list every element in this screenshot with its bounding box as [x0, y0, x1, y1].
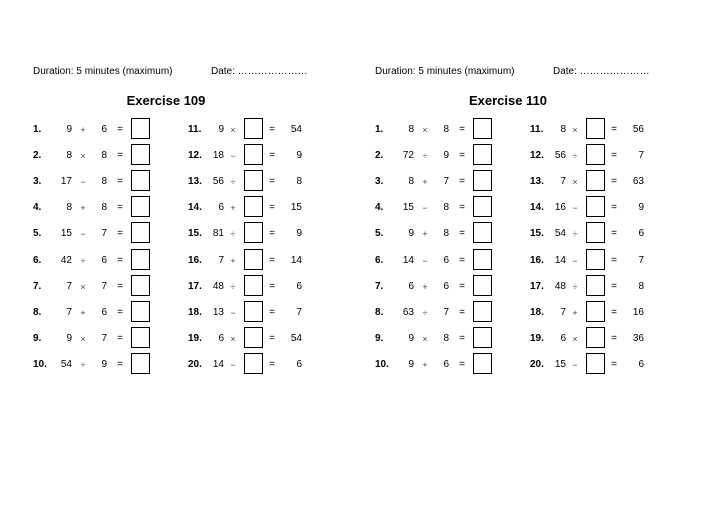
- operand-b: 8: [101, 176, 107, 188]
- problem-number: 2.: [375, 150, 384, 162]
- date-label: Date: …………………: [553, 66, 650, 77]
- operand-b: 6: [443, 280, 449, 292]
- problem-row: [33, 271, 193, 297]
- operator: ×: [422, 333, 428, 344]
- operand-a: 15: [402, 202, 414, 214]
- operator: −: [80, 229, 86, 240]
- operand-a: 16: [554, 202, 566, 214]
- operator: −: [572, 255, 578, 266]
- operand-b: 7: [101, 332, 107, 344]
- operator: ÷: [572, 229, 578, 240]
- operator: ×: [80, 151, 86, 162]
- problem-row: [33, 114, 193, 140]
- operator: +: [80, 125, 86, 135]
- problem-row: [528, 192, 688, 218]
- operator: +: [230, 203, 236, 214]
- operand-a: 7: [218, 254, 224, 266]
- result-value: 7: [296, 306, 302, 318]
- equals-sign: =: [269, 332, 275, 344]
- result-value: 8: [638, 280, 644, 292]
- problem-row: [186, 323, 346, 349]
- operator: +: [422, 229, 428, 240]
- equals-sign: =: [459, 280, 465, 292]
- operand-a: 6: [408, 280, 414, 292]
- answer-box[interactable]: [473, 249, 492, 270]
- equals-sign: =: [459, 124, 465, 135]
- operand-a: 8: [66, 202, 72, 214]
- operator: ÷: [572, 281, 578, 292]
- operand-a: 63: [402, 306, 414, 318]
- operand-a: 8: [408, 176, 414, 188]
- equals-sign: =: [611, 254, 617, 266]
- operator: ×: [572, 177, 578, 188]
- problem-row: [186, 245, 346, 271]
- operand-a: 7: [560, 176, 566, 188]
- operator: ÷: [422, 151, 428, 162]
- equals-sign: =: [611, 176, 617, 188]
- problem-row: [375, 140, 535, 166]
- result-value: 6: [296, 280, 302, 292]
- problem-row: [33, 297, 193, 323]
- problem-number: 18.: [530, 306, 544, 318]
- equals-sign: =: [117, 280, 123, 292]
- operand-a: 48: [554, 280, 566, 292]
- operator: ÷: [230, 177, 236, 188]
- equals-sign: =: [269, 202, 275, 214]
- problem-row: [186, 349, 346, 375]
- answer-box[interactable]: [473, 222, 492, 243]
- operand-b: 8: [101, 202, 107, 214]
- operator: ×: [80, 281, 86, 292]
- operator: ×: [572, 125, 578, 135]
- operator: −: [572, 203, 578, 214]
- operator: ÷: [230, 229, 236, 240]
- problem-row: [375, 114, 535, 140]
- problem-number: 16.: [530, 254, 544, 266]
- problem-row: [528, 323, 688, 349]
- operand-a: 8: [560, 124, 566, 135]
- operator: −: [230, 359, 236, 370]
- problem-row: [528, 166, 688, 192]
- problem-row: [528, 140, 688, 166]
- problem-row: [33, 323, 193, 349]
- result-value: 63: [632, 176, 644, 188]
- operator: +: [80, 203, 86, 214]
- operand-a: 54: [60, 358, 72, 370]
- result-value: 54: [290, 332, 302, 344]
- operator: ÷: [422, 307, 428, 318]
- operand-a: 17: [60, 176, 72, 188]
- problem-number: 20.: [530, 358, 544, 370]
- problem-row: [528, 114, 688, 140]
- problem-row: [33, 140, 193, 166]
- answer-box[interactable]: [473, 144, 492, 165]
- result-value: 15: [290, 202, 302, 214]
- operand-a: 7: [66, 306, 72, 318]
- answer-box[interactable]: [244, 170, 263, 191]
- answer-box[interactable]: [244, 249, 263, 270]
- problem-number: 12.: [530, 150, 544, 162]
- operand-b: 8: [443, 228, 449, 240]
- operator: ÷: [572, 151, 578, 162]
- answer-box[interactable]: [586, 275, 605, 296]
- duration-label: Duration: 5 minutes (maximum): [375, 66, 515, 77]
- operand-a: 15: [554, 358, 566, 370]
- equals-sign: =: [269, 150, 275, 162]
- operand-a: 6: [560, 332, 566, 344]
- problem-number: 7.: [33, 280, 42, 292]
- result-value: 9: [296, 228, 302, 240]
- answer-box[interactable]: [131, 301, 150, 322]
- operator: −: [80, 177, 86, 188]
- operator: ÷: [230, 281, 236, 292]
- problem-row: [186, 218, 346, 244]
- answer-box[interactable]: [244, 327, 263, 348]
- operand-b: 8: [443, 124, 449, 135]
- answer-box[interactable]: [131, 170, 150, 191]
- problem-row: [186, 140, 346, 166]
- operand-b: 7: [101, 228, 107, 240]
- problem-number: 10.: [33, 358, 47, 370]
- problem-number: 5.: [375, 228, 384, 240]
- problem-number: 1.: [33, 124, 42, 135]
- equals-sign: =: [269, 254, 275, 266]
- problem-number: 3.: [33, 176, 42, 188]
- operand-a: 56: [212, 176, 224, 188]
- result-value: 54: [290, 124, 302, 135]
- answer-box[interactable]: [586, 196, 605, 217]
- operator: +: [422, 359, 428, 370]
- problem-number: 15.: [188, 228, 202, 240]
- problem-number: 2.: [33, 150, 42, 162]
- operand-b: 6: [101, 306, 107, 318]
- equals-sign: =: [459, 332, 465, 344]
- problem-number: 5.: [33, 228, 42, 240]
- problem-number: 6.: [375, 254, 384, 266]
- equals-sign: =: [117, 124, 123, 135]
- equals-sign: =: [611, 306, 617, 318]
- problem-number: 8.: [375, 306, 384, 318]
- answer-box[interactable]: [586, 222, 605, 243]
- problem-number: 9.: [375, 332, 384, 344]
- operator: ×: [230, 125, 236, 135]
- problem-number: 15.: [530, 228, 544, 240]
- problem-row: [33, 245, 193, 271]
- problem-row: [528, 271, 688, 297]
- operand-b: 6: [443, 254, 449, 266]
- problem-row: [33, 349, 193, 375]
- equals-sign: =: [269, 176, 275, 188]
- answer-box[interactable]: [131, 275, 150, 296]
- equals-sign: =: [117, 254, 123, 266]
- equals-sign: =: [117, 228, 123, 240]
- answer-box[interactable]: [586, 301, 605, 322]
- problem-number: 16.: [188, 254, 202, 266]
- answer-box[interactable]: [473, 353, 492, 374]
- answer-box[interactable]: [586, 353, 605, 374]
- equals-sign: =: [117, 202, 123, 214]
- problem-number: 11.: [188, 124, 202, 135]
- problem-number: 17.: [530, 280, 544, 292]
- problem-number: 13.: [530, 176, 544, 188]
- answer-box[interactable]: [131, 222, 150, 243]
- problem-number: 19.: [188, 332, 202, 344]
- equals-sign: =: [611, 358, 617, 370]
- operator: −: [230, 151, 236, 162]
- answer-box[interactable]: [244, 353, 263, 374]
- operator: ×: [422, 125, 428, 135]
- answer-box[interactable]: [244, 301, 263, 322]
- operator: ÷: [80, 255, 86, 266]
- problem-row: [186, 271, 346, 297]
- equals-sign: =: [459, 254, 465, 266]
- date-label: Date: …………………: [211, 66, 308, 77]
- problem-number: 10.: [375, 358, 389, 370]
- answer-box[interactable]: [473, 170, 492, 191]
- operand-a: 9: [66, 332, 72, 344]
- operand-a: 14: [212, 358, 224, 370]
- operand-b: 8: [443, 332, 449, 344]
- answer-box[interactable]: [473, 301, 492, 322]
- operator: −: [230, 307, 236, 318]
- equals-sign: =: [117, 176, 123, 188]
- exercise-title: Exercise 110: [468, 93, 548, 108]
- equals-sign: =: [269, 280, 275, 292]
- answer-box[interactable]: [586, 249, 605, 270]
- equals-sign: =: [459, 306, 465, 318]
- result-value: 8: [296, 176, 302, 188]
- problem-number: 19.: [530, 332, 544, 344]
- operand-a: 72: [402, 150, 414, 162]
- operand-a: 8: [408, 124, 414, 135]
- equals-sign: =: [459, 358, 465, 370]
- operand-b: 6: [443, 358, 449, 370]
- operator: +: [230, 255, 236, 266]
- operand-a: 9: [408, 332, 414, 344]
- operator: ×: [572, 333, 578, 344]
- problem-row: [528, 297, 688, 323]
- equals-sign: =: [611, 280, 617, 292]
- problem-row: [33, 166, 193, 192]
- operator: +: [422, 177, 428, 188]
- problem-row: [528, 349, 688, 375]
- exercise-title: Exercise 109: [126, 93, 206, 108]
- problem-row: [375, 192, 535, 218]
- answer-box[interactable]: [586, 144, 605, 165]
- operand-a: 14: [554, 254, 566, 266]
- problem-number: 13.: [188, 176, 202, 188]
- answer-box[interactable]: [586, 327, 605, 348]
- equals-sign: =: [269, 358, 275, 370]
- operand-a: 8: [66, 150, 72, 162]
- operand-a: 9: [408, 358, 414, 370]
- problem-number: 12.: [188, 150, 202, 162]
- operator: +: [80, 307, 86, 318]
- operand-a: 9: [408, 228, 414, 240]
- problem-row: [186, 114, 346, 140]
- problem-number: 14.: [188, 202, 202, 214]
- operand-b: 9: [443, 150, 449, 162]
- answer-box[interactable]: [131, 353, 150, 374]
- problem-number: 17.: [188, 280, 202, 292]
- equals-sign: =: [117, 306, 123, 318]
- operand-a: 6: [218, 202, 224, 214]
- answer-box[interactable]: [473, 196, 492, 217]
- worksheet-exercise-110: [375, 0, 715, 400]
- operator: −: [422, 203, 428, 214]
- equals-sign: =: [459, 150, 465, 162]
- operand-a: 56: [554, 150, 566, 162]
- answer-box[interactable]: [131, 118, 150, 139]
- operand-b: 8: [101, 150, 107, 162]
- operand-b: 6: [101, 254, 107, 266]
- answer-box[interactable]: [473, 327, 492, 348]
- equals-sign: =: [117, 332, 123, 344]
- answer-box[interactable]: [131, 249, 150, 270]
- duration-label: Duration: 5 minutes (maximum): [33, 66, 173, 77]
- equals-sign: =: [269, 228, 275, 240]
- problem-number: 18.: [188, 306, 202, 318]
- answer-box[interactable]: [131, 196, 150, 217]
- problem-row: [528, 218, 688, 244]
- problem-number: 3.: [375, 176, 384, 188]
- result-value: 56: [632, 124, 644, 135]
- worksheet-exercise-109: [33, 0, 373, 400]
- problem-row: [375, 297, 535, 323]
- answer-box[interactable]: [244, 118, 263, 139]
- operand-a: 9: [218, 124, 224, 135]
- problem-row: [33, 192, 193, 218]
- problem-row: [186, 192, 346, 218]
- operand-a: 48: [212, 280, 224, 292]
- answer-box[interactable]: [244, 275, 263, 296]
- equals-sign: =: [611, 228, 617, 240]
- operand-a: 7: [66, 280, 72, 292]
- answer-box[interactable]: [473, 118, 492, 139]
- problem-number: 4.: [375, 202, 384, 214]
- problem-row: [528, 245, 688, 271]
- problem-number: 6.: [33, 254, 42, 266]
- operand-a: 81: [212, 228, 224, 240]
- equals-sign: =: [611, 150, 617, 162]
- operand-a: 54: [554, 228, 566, 240]
- result-value: 9: [296, 150, 302, 162]
- problem-row: [375, 349, 535, 375]
- problem-row: [186, 297, 346, 323]
- result-value: 14: [290, 254, 302, 266]
- answer-box[interactable]: [586, 118, 605, 139]
- equals-sign: =: [117, 150, 123, 162]
- equals-sign: =: [459, 176, 465, 188]
- problem-number: 11.: [530, 124, 544, 135]
- answer-box[interactable]: [244, 144, 263, 165]
- operator: ÷: [80, 359, 86, 370]
- equals-sign: =: [269, 306, 275, 318]
- answer-box[interactable]: [586, 170, 605, 191]
- result-value: 6: [296, 358, 302, 370]
- answer-box[interactable]: [244, 222, 263, 243]
- operand-b: 9: [101, 358, 107, 370]
- problem-number: 1.: [375, 124, 384, 135]
- operator: ×: [80, 333, 86, 344]
- problem-row: [186, 166, 346, 192]
- operand-b: 7: [443, 176, 449, 188]
- problem-number: 7.: [375, 280, 384, 292]
- operator: ×: [230, 333, 236, 344]
- answer-box[interactable]: [473, 275, 492, 296]
- operand-b: 7: [101, 280, 107, 292]
- problem-number: 9.: [33, 332, 42, 344]
- operand-a: 13: [212, 306, 224, 318]
- operand-b: 7: [443, 306, 449, 318]
- problem-row: [375, 271, 535, 297]
- problem-row: [33, 218, 193, 244]
- problem-number: 8.: [33, 306, 42, 318]
- operand-b: 6: [101, 124, 107, 135]
- equals-sign: =: [611, 332, 617, 344]
- operand-a: 14: [402, 254, 414, 266]
- equals-sign: =: [611, 124, 617, 135]
- operator: +: [422, 281, 428, 292]
- result-value: 9: [638, 202, 644, 214]
- problem-row: [375, 166, 535, 192]
- operand-a: 7: [560, 306, 566, 318]
- operand-a: 18: [212, 150, 224, 162]
- equals-sign: =: [269, 124, 275, 135]
- operator: +: [572, 307, 578, 318]
- operand-b: 8: [443, 202, 449, 214]
- answer-box[interactable]: [131, 327, 150, 348]
- equals-sign: =: [117, 358, 123, 370]
- operand-a: 15: [60, 228, 72, 240]
- equals-sign: =: [611, 202, 617, 214]
- problem-row: [375, 323, 535, 349]
- result-value: 7: [638, 254, 644, 266]
- equals-sign: =: [459, 202, 465, 214]
- result-value: 36: [632, 332, 644, 344]
- answer-box[interactable]: [131, 144, 150, 165]
- operand-a: 6: [218, 332, 224, 344]
- operator: −: [422, 255, 428, 266]
- operand-a: 9: [66, 124, 72, 135]
- result-value: 6: [638, 228, 644, 240]
- result-value: 16: [632, 306, 644, 318]
- problem-row: [375, 245, 535, 271]
- operand-a: 42: [60, 254, 72, 266]
- answer-box[interactable]: [244, 196, 263, 217]
- result-value: 6: [638, 358, 644, 370]
- problem-number: 14.: [530, 202, 544, 214]
- problem-number: 20.: [188, 358, 202, 370]
- problem-number: 4.: [33, 202, 42, 214]
- problem-row: [375, 218, 535, 244]
- result-value: 7: [638, 150, 644, 162]
- equals-sign: =: [459, 228, 465, 240]
- operator: −: [572, 359, 578, 370]
